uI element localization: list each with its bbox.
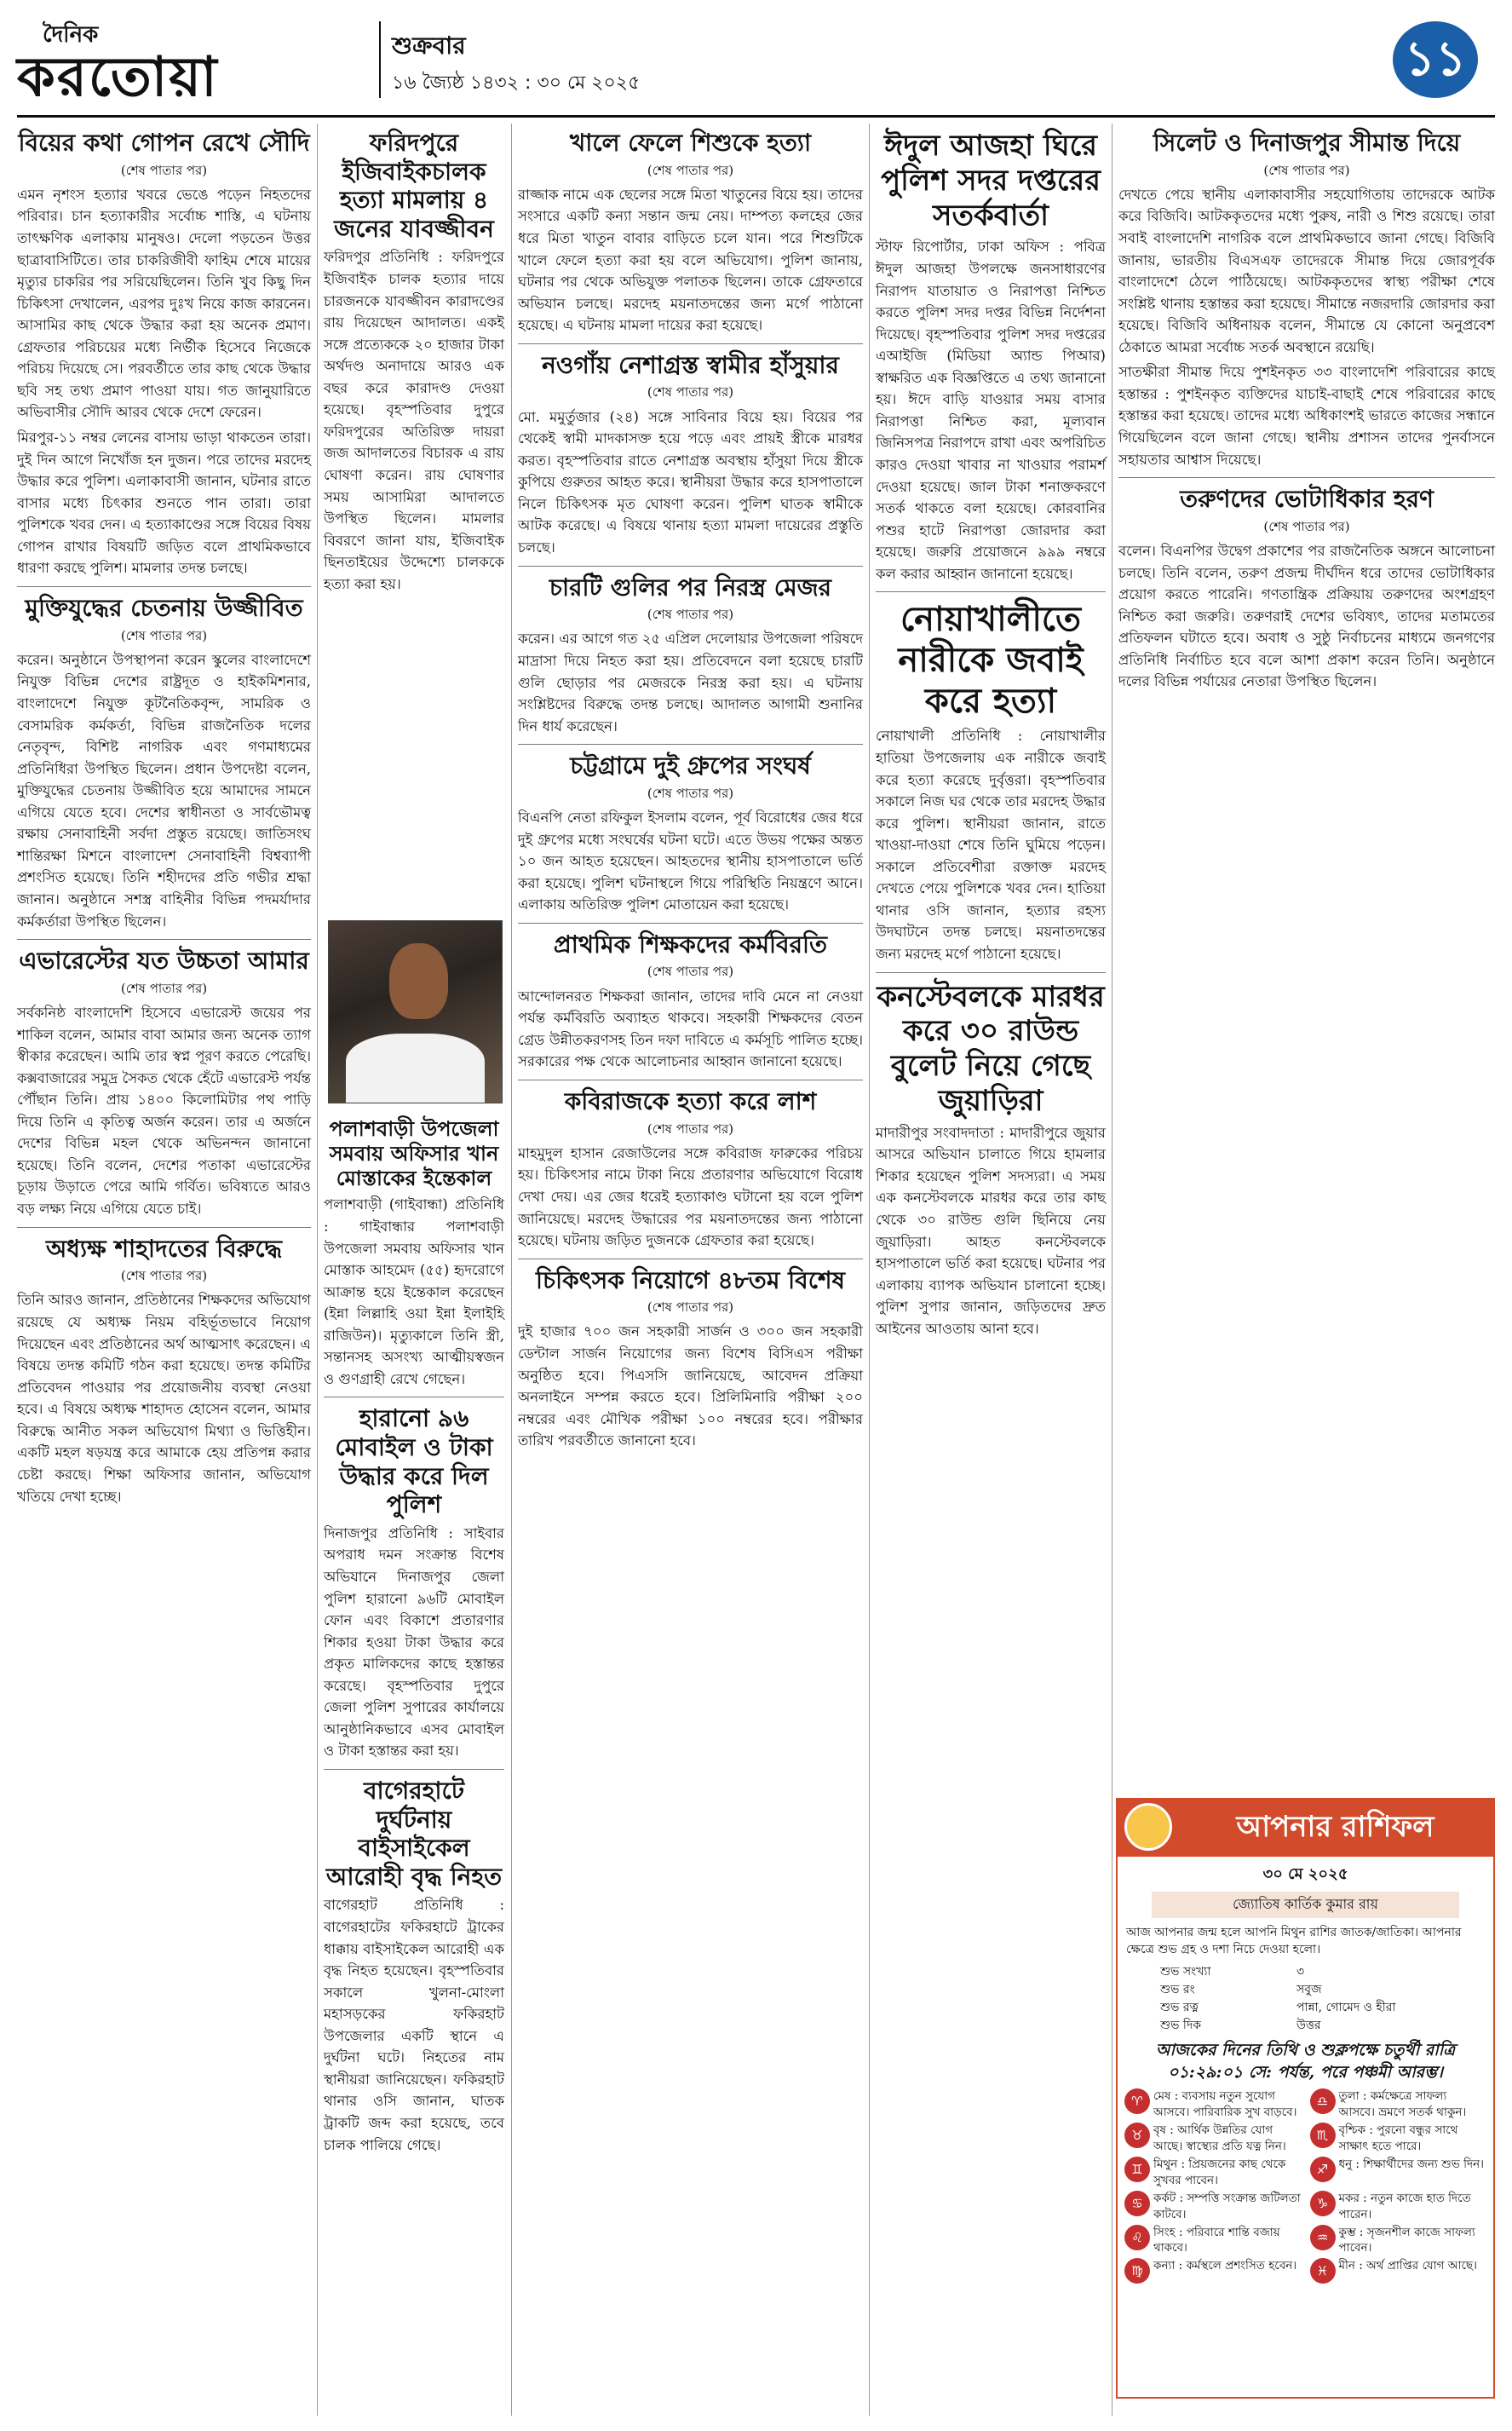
article-continuation: (শেষ পাতার পর) bbox=[120, 162, 208, 178]
horoscope-date: ৩০ মে ২০২৫ bbox=[1262, 1865, 1348, 1883]
obituary-photo bbox=[328, 920, 503, 1103]
horoscope-table-row bbox=[1160, 1981, 1485, 1999]
zodiac-icon: ♊ bbox=[1124, 2157, 1150, 2182]
masthead-divider bbox=[379, 21, 381, 98]
page-number-badge: ১১ bbox=[1393, 21, 1478, 98]
article-continuation: (শেষ পাতার পর) bbox=[647, 1299, 734, 1316]
photo-shirt bbox=[346, 1034, 484, 1103]
article-headline: কবিরাজকে হত্যা করে লাশ bbox=[564, 1086, 817, 1115]
zodiac-icon: ♒ bbox=[1310, 2225, 1336, 2250]
article-body: দুই হাজার ৭০০ জন সহকারী সার্জন ও ৩০০ জন সহকারী ডেন্টাল সার্জন নিয়োগের জন্য বিশেষ বিসিএস পরীক্ষা অনুষ্ঠিত হবে। পিএসসি জানিয়েছে, আবেদন প্রক্রিয়া অনলাইনে সম্পন্ন করতে হবে। প্রিলিমিনারি পরীক্ষা ২০০ নম্বরের এবং মৌখিক পরীক্ষা ১০০ নম্বরের হবে। পরীক্ষার তারিখ পরবর্তীতে জানানো হবে। bbox=[518, 1323, 863, 1449]
article-body: স্টাফ রিপোর্টার, ঢাকা অফিস : পবিত্র ঈদুল আজহা উপলক্ষে জনসাধারণের নিরাপদ যাতায়াত ও নিরাপত্তা নিশ্চিত করতে পুলিশ সদর দপ্তর বিভিন্ন নির্দেশনা দিয়েছে। বৃহস্পতিবার পুলিশ সদর দপ্তরের এআইজি (মিডিয়া অ্যান্ড পিআর) স্বাক্ষরিত এক বিজ্ঞপ্তিতে এ তথ্য জানানো হয়। ঈদে বাড়ি যাওয়ার সময় বাসার নিরাপত্তা নিশ্চিত করা, মূল্যবান জিনিসপত্র নিরাপদে রাখা এবং অপরিচিত কারও দেওয়া খাবার না খাওয়ার পরামর্শ দেওয়া হয়েছে। জাল টাকা শনাক্তকরণে সতর্ক থাকতে বলা হয়েছে। কোরবানির পশুর হাটে নিরাপত্তা জোরদার করা হয়েছে। জরুরি প্রয়োজনে ৯৯৯ নম্বরে কল করার আহ্বান জানানো হয়েছে। bbox=[876, 239, 1106, 582]
article-headline: চট্টগ্রামে দুই গ্রুপের সংঘর্ষ bbox=[570, 752, 811, 781]
article-body: মিরপুর-১১ নম্বর লেনের বাসায় ভাড়া থাকতেন তারা। দুই দিন আগে নিখোঁজ হন দুজন। পরে তাদের মরদেহ উদ্ধার করে পুলিশ। এলাকাবাসী জানান, ঘটনার রাতে বাসার মধ্যে চিৎকার শুনতে পান তারা। তারা পুলিশকে খবর দেন। এ হত্যাকাণ্ডের সঙ্গে বিয়ের বিষয় গোপন রাখার বিষয়টি জড়িত বলে প্রাথমিকভাবে ধারণা করছে পুলিশ। মামলার তদন্ত চলছে। bbox=[17, 429, 311, 577]
zodiac-item bbox=[1124, 2088, 1302, 2121]
article-separator bbox=[17, 586, 311, 587]
column-5 bbox=[1118, 124, 1495, 696]
zodiac-text: বৃষ : আর্থিক উন্নতির যোগ আছে। স্বাস্থ্যের প্রতি যত্ন নিন। bbox=[1153, 2123, 1286, 2154]
article-headline: ঈদুল আজহা ঘিরে পুলিশ সদর দপ্তরের সতর্কবার্তা bbox=[881, 129, 1101, 233]
article-continuation: (শেষ পাতার পর) bbox=[647, 162, 734, 178]
column-2-lower bbox=[324, 1112, 504, 2159]
table-key: শুভ সংখ্যা bbox=[1160, 1965, 1211, 1979]
zodiac-item bbox=[1124, 2157, 1302, 2189]
article-body: করেন। এর আগে গত ২৫ এপ্রিল দেলোয়ার উপজেলা পরিষদে মাদ্রাসা দিয়ে নিহত করা হয়। প্রতিবেদনে বলা হয়েছে চারটি গুলি ছোড়ার পর মেজরকে নিরস্ত্র করা হয়। এ ঘটনায় সংশ্লিষ্টদের বিরুদ্ধে তদন্ত চলছে। আদালত আগামী শুনানির দিন ধার্য করেছেন। bbox=[518, 631, 863, 734]
zodiac-item bbox=[1310, 2258, 1487, 2284]
article-separator bbox=[17, 939, 311, 940]
article-body: পলাশবাড়ী (গাইবান্ধা) প্রতিনিধি : গাইবান্ধার পলাশবাড়ী উপজেলা সমবায় অফিসার খান মোস্তাক আহমেদ (৫৫) হৃদরোগে আক্রান্ত হয়ে ইন্তেকাল করেছেন (ইন্না লিল্লাহি ওয়া ইন্না ইলাইহি রাজিউন)। মৃত্যুকালে তিনি স্ত্রী, সন্তানসহ অসংখ্য আত্মীয়স্বজন ও গুণগ্রাহী রেখে গেছেন। bbox=[324, 1196, 504, 1387]
zodiac-grid bbox=[1118, 2083, 1493, 2289]
article-body: সর্বকনিষ্ঠ বাংলাদেশি হিসেবে এভারেস্ট জয়ের পর শাকিল বলেন, আমার বাবা আমার জন্য অনেক ত্যাগ স্বীকার করেছেন। আমি তার স্বপ্ন পূরণ করতে পেরেছি। কক্সবাজারের সমুদ্র সৈকত থেকে হেঁটে এভারেস্ট পর্যন্ত পৌঁছান তিনি। প্রায় ১৪০০ কিলোমিটার পথ পাড়ি দিয়ে তিনি এ কৃতিত্ব অর্জন করেন। তার এ অর্জনে দেশের বিভিন্ন মহল থেকে অভিনন্দন জানানো হয়েছে। তিনি বলেন, দেশের পতাকা এভারেস্টের চূড়ায় উড়াতে পেরে আমি গর্বিত। ভবিষ্যতে আরও বড় লক্ষ্য নিয়ে এগিয়ে যেতে চাই। bbox=[17, 1004, 311, 1218]
zodiac-icon: ♈ bbox=[1124, 2088, 1150, 2114]
zodiac-icon: ♍ bbox=[1124, 2258, 1150, 2284]
horoscope-table-row bbox=[1160, 1999, 1485, 2017]
article-headline: নওগাঁয় নেশাগ্রস্ত স্বামীর হাঁসুয়ার bbox=[542, 350, 839, 379]
photo-face bbox=[389, 943, 448, 1019]
article-body: করেন। অনুষ্ঠানে উপস্থাপনা করেন স্কুলের বাংলাদেশে নিযুক্ত বিভিন্ন দেশের রাষ্ট্রদূত ও হাইকমিশনার, বাংলাদেশে নিযুক্ত কূটনৈতিকবৃন্দ, সামরিক ও বেসামরিক কর্মকর্তা, বিভিন্ন রাজনৈতিক দলের নেতৃবৃন্দ, বিশিষ্ট নাগরিক এবং গণমাধ্যমের প্রতিনিধিরা উপস্থিত ছিলেন। প্রধান উপদেষ্টা বলেন, মুক্তিযুদ্ধের চেতনায় উজ্জীবিত হয়ে আমাদের সামনে এগিয়ে যেতে হবে। দেশের স্বাধীনতা ও সার্বভৌমত্ব রক্ষায় সেনাবাহিনী সর্বদা প্রস্তুত রয়েছে। জাতিসংঘ শান্তিরক্ষা মিশনে বাংলাদেশ সেনাবাহিনী বিশ্বব্যাপী প্রশংসিত হয়েছে। তিনি শহীদদের প্রতি গভীর শ্রদ্ধা জানান। অনুষ্ঠানে সশস্ত্র বাহিনীর বিভিন্ন পদমর্যাদার কর্মকর্তারা উপস্থিত ছিলেন। bbox=[17, 651, 311, 930]
table-key: শুভ দিক bbox=[1160, 2019, 1202, 2033]
article-continuation: (শেষ পাতার পর) bbox=[120, 627, 208, 643]
article-continuation: (শেষ পাতার পর) bbox=[120, 980, 208, 996]
newspaper-logo bbox=[17, 17, 375, 109]
article-headline: ফরিদপুরে ইজিবাইকচালক হত্যা মামলায় ৪ জনের যাবজ্জীবন bbox=[334, 129, 494, 243]
article-body: মাদারীপুর সংবাদদাতা : মাদারীপুরে জুয়ার আসরে অভিযান চালাতে গিয়ে হামলার শিকার হয়েছেন পুলিশ সদস্যরা। এ সময় এক কনস্টেবলকে মারধর করে তার কাছ থেকে ৩০ রাউন্ড গুলি ছিনিয়ে নেয় জুয়াড়িরা। আহত কনস্টেবলকে হাসপাতালে ভর্তি করা হয়েছে। ঘটনার পর এলাকায় ব্যাপক অভিযান চালানো হচ্ছে। পুলিশ সুপার জানান, জড়িতদের দ্রুত আইনের আওতায় আনা হবে। bbox=[876, 1124, 1106, 1337]
zodiac-text: কন্যা : কর্মস্থলে প্রশংসিত হবেন। bbox=[1153, 2259, 1297, 2273]
zodiac-item bbox=[1124, 2123, 1302, 2155]
article-continuation: (শেষ পাতার পর) bbox=[647, 384, 734, 400]
zodiac-icon: ♉ bbox=[1124, 2123, 1150, 2148]
zodiac-item bbox=[1310, 2157, 1487, 2189]
zodiac-icon: ♑ bbox=[1310, 2191, 1336, 2216]
article-headline: হারানো ৯৬ মোবাইল ও টাকা উদ্ধার করে দিল পুলিশ bbox=[335, 1404, 493, 1519]
table-value: সবুজ bbox=[1296, 1983, 1322, 1997]
zodiac-item bbox=[1310, 2123, 1487, 2155]
article-continuation: (শেষ পাতার পর) bbox=[647, 1120, 734, 1137]
zodiac-text: বৃশ্চিক : পুরনো বন্ধুর সাথে সাক্ষাৎ হতে পারে। bbox=[1338, 2123, 1458, 2154]
zodiac-icon: ♎ bbox=[1310, 2088, 1336, 2114]
zodiac-item bbox=[1310, 2191, 1487, 2223]
article-separator bbox=[17, 1227, 311, 1228]
horoscope-table-row bbox=[1160, 2017, 1485, 2035]
article-continuation: (শেষ পাতার পর) bbox=[647, 785, 734, 801]
article-headline: বাগেরহাটে দুর্ঘটনায় বাইসাইকেল আরোহী বৃদ্ধ নিহত bbox=[325, 1777, 503, 1891]
article-body: তিনি আরও জানান, প্রতিষ্ঠানের শিক্ষকদের অভিযোগ রয়েছে যে অধ্যক্ষ নিয়ম বহির্ভূতভাবে নিয়োগ দিয়েছেন এবং প্রতিষ্ঠানের অর্থ আত্মসাৎ করেছেন। এ বিষয়ে তদন্ত কমিটি গঠন করা হয়েছে। তদন্ত কমিটির প্রতিবেদন পাওয়ার পর প্রয়োজনীয় ব্যবস্থা নেওয়া হবে। এ বিষয়ে অধ্যক্ষ শাহাদত হোসেন বলেন, আমার বিরুদ্ধে আনীত সকল অভিযোগ মিথ্যা ও ভিত্তিহীন। একটি মহল ষড়যন্ত্র করে আমাকে হেয় প্রতিপন্ন করার চেষ্টা করছে। শিক্ষা অফিসার জানান, অভিযোগ খতিয়ে দেখা হচ্ছে। bbox=[17, 1292, 311, 1505]
article-headline: পলাশবাড়ী উপজেলা সমবায় অফিসার খান মোস্তাকের ইন্তেকাল bbox=[329, 1117, 499, 1190]
horoscope-table-row bbox=[1160, 1963, 1485, 1981]
article-headline: চারটি গুলির পর নিরস্ত্র মেজর bbox=[549, 573, 832, 602]
article-separator bbox=[518, 744, 863, 745]
article-headline: অধ্যক্ষ শাহাদতের বিরুদ্ধে bbox=[46, 1234, 282, 1263]
article-headline: বিয়ের কথা গোপন রেখে সৌদি bbox=[18, 129, 310, 157]
column-divider bbox=[511, 124, 512, 2416]
zodiac-text: ধনু : শিক্ষার্থীদের জন্য শুভ দিন। bbox=[1338, 2157, 1484, 2172]
zodiac-text: মিথুন : প্রিয়জনের কাছ থেকে সুখবর পাবেন। bbox=[1153, 2157, 1286, 2187]
zodiac-text: সিংহ : পরিবারে শান্তি বজায় থাকবে। bbox=[1153, 2225, 1280, 2255]
article-separator bbox=[1118, 477, 1495, 478]
zodiac-icon: ♐ bbox=[1310, 2157, 1336, 2182]
article-body: ফরিদপুর প্রতিনিধি : ফরিদপুরে ইজিবাইক চালক হত্যার দায়ে চারজনকে যাবজ্জীবন কারাদণ্ডের রায় দিয়েছেন আদালত। একই সঙ্গে প্রত্যেককে ২০ হাজার টাকা অর্থদণ্ড অনাদায়ে আরও এক বছর করে কারাদণ্ড দেওয়া হয়েছে। বৃহস্পতিবার দুপুরে ফরিদপুরের অতিরিক্ত দায়রা জজ আদালতের বিচারক এ রায় ঘোষণা করেন। রায় ঘোষণার সময় আসামিরা আদালতে উপস্থিত ছিলেন। মামলার বিবরণে জানা যায়, ইজিবাইক ছিনতাইয়ের উদ্দেশ্যে চালককে হত্যা করা হয়। bbox=[324, 249, 504, 592]
zodiac-icon: ♌ bbox=[1124, 2225, 1150, 2250]
article-body: মো. মমুর্তুজার (২৪) সঙ্গে সাবিনার বিয়ে হয়। বিয়ের পর থেকেই স্বামী মাদকাসক্ত হয়ে পড়ে এবং প্রায়ই স্ত্রীকে মারধর করত। বৃহস্পতিবার রাতে নেশাগ্রস্ত অবস্থায় হাঁসুয়া দিয়ে স্ত্রীকে কুপিয়ে গুরুতর আহত করে। স্থানীয়রা উদ্ধার করে হাসপাতালে নিলে চিকিৎসক মৃত ঘোষণা করেন। পুলিশ ঘাতক স্বামীকে আটক করেছে। এ বিষয়ে থানায় হত্যা মামলা দায়েরের প্রস্তুতি চলছে। bbox=[518, 408, 863, 556]
horoscope-intro: আজ আপনার জন্ম হলে আপনি মিথুন রাশির জাতক/জাতিকা। আপনার ক্ষেত্রে শুভ গ্রহ ও দশা নিচে দেওয়া হলো। bbox=[1126, 1926, 1462, 1956]
column-divider bbox=[869, 124, 870, 2416]
article-body: মাহমুদুল হাসান রেজাউলের সঙ্গে কবিরাজ ফারুকের পরিচয় হয়। চিকিৎসার নামে টাকা নিয়ে প্রতারণার অভিযোগে বিরোধ দেখা দেয়। এর জের ধরেই হত্যাকাণ্ড ঘটানো হয় বলে পুলিশ জানিয়েছে। মরদেহ উদ্ধারের পর ময়নাতদন্তের জন্য পাঠানো হয়েছে। ঘটনায় জড়িত দুজনকে গ্রেফতার করা হয়েছে। bbox=[518, 1144, 863, 1249]
article-body: দিনাজপুর প্রতিনিধি : সাইবার অপরাধ দমন সংক্রান্ত বিশেষ অভিযানে দিনাজপুর জেলা পুলিশ হারানো ৯৬টি মোবাইল ফোন এবং বিকাশে প্রতারণার শিকার হওয়া টাকা উদ্ধার করে প্রকৃত মালিকদের কাছে হস্তান্তর করেছে। বৃহস্পতিবার দুপুরে জেলা পুলিশ সুপারের কার্যালয়ে আনুষ্ঠানিকভাবে এসব মোবাইল ও টাকা হস্তান্তর করা হয়। bbox=[324, 1524, 504, 1760]
article-continuation: (শেষ পাতার পর) bbox=[1263, 162, 1350, 178]
zodiac-text: মীন : অর্থ প্রাপ্তির যোগ আছে। bbox=[1338, 2259, 1477, 2273]
article-separator bbox=[876, 972, 1106, 973]
article-body: বলেন। বিএনপির উদ্বেগ প্রকাশের পর রাজনৈতিক অঙ্গনে আলোচনা চলছে। তিনি বলেন, তরুণ প্রজন্ম দীর্ঘদিন ধরে তাদের ভোটাধিকার প্রয়োগ করতে পারেনি। গণতান্ত্রিক প্রক্রিয়ায় তরুণদের অংশগ্রহণ নিশ্চিত করা জরুরি। তরুণরাই দেশের ভবিষ্যৎ, তাদের মতামতের প্রতিফলন ঘটাতে হবে। অবাধ ও সুষ্ঠু নির্বাচনের মাধ্যমে জনগণের প্রতিনিধি নির্বাচিত হবে বলে আশা প্রকাশ করেন তিনি। অনুষ্ঠানে দলের বিভিন্ন পর্যায়ের নেতারা উপস্থিত ছিলেন। bbox=[1118, 543, 1495, 690]
masthead-date: ১৬ জ্যৈষ্ঠ ১৪৩২ : ৩০ মে ২০২৫ bbox=[392, 72, 641, 94]
zodiac-text: মকর : নতুন কাজে হাত দিতে পারেন। bbox=[1338, 2191, 1471, 2221]
article-headline: তরুণদের ভোটাধিকার হরণ bbox=[1180, 485, 1434, 514]
zodiac-icon: ♏ bbox=[1310, 2123, 1336, 2148]
table-value: ৩ bbox=[1296, 1965, 1305, 1979]
article-headline: মুক্তিযুদ্ধের চেতনায় উজ্জীবিত bbox=[25, 593, 303, 622]
zodiac-item bbox=[1310, 2225, 1487, 2257]
article-separator bbox=[876, 591, 1106, 592]
zodiac-item bbox=[1310, 2088, 1487, 2121]
article-body: বিএনপি নেতা রফিকুল ইসলাম বলেন, পূর্ব বিরোধের জের ধরে দুই গ্রুপের মধ্যে সংঘর্ষের ঘটনা ঘটে। এতে উভয় পক্ষের অন্তত ১০ জন আহত হয়েছেন। আহতদের স্থানীয় হাসপাতালে ভর্তি করা হয়েছে। পুলিশ ঘটনাস্থলে গিয়ে পরিস্থিতি নিয়ন্ত্রণে আনে। এলাকায় অতিরিক্ত পুলিশ মোতায়েন করা হয়েছে। bbox=[518, 809, 863, 913]
zodiac-item bbox=[1124, 2225, 1302, 2257]
tithi-heading: আজকের দিনের তিথি ও শুক্লপক্ষে চতুর্থী রাত্রি ০১:২৯:০১ সে: পর্যন্ত, পরে পঞ্চমী আরম্ভ। bbox=[1155, 2041, 1456, 2082]
article-body: রাজ্জাক নামে এক ছেলের সঙ্গে মিতা খাতুনের বিয়ে হয়। তাদের সংসারে একটি কন্যা সন্তান জন্ম নেয়। দাম্পত্য কলহের জের ধরে মিতা খাতুন বাবার বাড়িতে চলে যান। পরে শিশুটিকে খালে ফেলে হত্যা করা হয় বলে অভিযোগ। পুলিশ জানায়, ঘটনার পর থেকে অভিযুক্ত পলাতক ছিলেন। তাকে গ্রেফতারে অভিযান চলছে। মরদেহ ময়নাতদন্তের জন্য মর্গে পাঠানো হয়েছে। এ ঘটনায় মামলা দায়ের করা হয়েছে। bbox=[518, 186, 863, 334]
column-divider bbox=[317, 124, 318, 2416]
article-headline: খালে ফেলে শিশুকে হত্যা bbox=[569, 129, 812, 157]
article-headline: কনস্টেবলকে মারধর করে ৩০ রাউন্ড বুলেট নিয়ে গেছে জুয়াড়িরা bbox=[877, 979, 1105, 1118]
zodiac-text: কুম্ভ : সৃজনশীল কাজে সাফল্য পাবেন। bbox=[1338, 2225, 1475, 2255]
table-value: পান্না, গোমেদ ও হীরা bbox=[1296, 2001, 1396, 2015]
article-body: সাতক্ষীরা সীমান্ত দিয়ে পুশইনকৃত ৩৩ বাংলাদেশি পরিবারের কাছে হস্তান্তর : পুশইনকৃত ব্যক্তিদের যাচাই-বাছাই শেষে পরিবারের কাছে হস্তান্তর করা হয়েছে। তাদের মধ্যে অধিকাংশই ভারতে কাজের সন্ধানে গিয়েছিলেন বলে জানা গেছে। স্থানীয় প্রশাসন তাদের পুনর্বাসনে সহায়তার আশ্বাস দিয়েছে। bbox=[1118, 364, 1495, 468]
masthead-day: শুক্রবার bbox=[392, 32, 466, 60]
logo-small-text: দৈনিক bbox=[43, 22, 99, 48]
article-headline: নোয়াখালীতে নারীকে জবাই করে হত্যা bbox=[898, 600, 1084, 722]
article-body: দেখতে পেয়ে স্থানীয় এলাকাবাসীর সহযোগিতায় তাদেরকে আটক করে বিজিবি। আটককৃতদের মধ্যে পুরুষ, নারী ও শিশু রয়েছে। তারা সবাই বাংলাদেশি নাগরিক বলে প্রাথমিকভাবে জানা গেছে। বিজিবি জানায়, ভারতীয় বিএসএফ তাদেরকে সীমান্ত দিয়ে জোরপূর্বক বাংলাদেশে ঠেলে পাঠিয়েছে। আটককৃতদের স্বাস্থ্য পরীক্ষা শেষে সংশ্লিষ্ট থানায় হস্তান্তর করা হয়েছে। সীমান্তে নজরদারি জোরদার করা হয়েছে। বিজিবি অধিনায়ক বলেন, সীমান্তে যে কোনো অনুপ্রবেশ ঠেকাতে আমরা সর্বোচ্চ সতর্ক অবস্থানে রয়েছি। bbox=[1118, 186, 1495, 355]
article-separator bbox=[518, 343, 863, 344]
article-headline: চিকিৎসক নিয়োগে ৪৮তম বিশেষ bbox=[536, 1265, 845, 1294]
article-body: বাগেরহাট প্রতিনিধি : বাগেরহাটের ফকিরহাটে ট্রাকের ধাক্কায় বাইসাইকেল আরোহী এক বৃদ্ধ নিহত হয়েছেন। বৃহস্পতিবার সকালে খুলনা-মোংলা মহাসড়কের ফকিরহাট উপজেলার একটি স্থানে এ দুর্ঘটনা ঘটে। নিহতের নাম স্থানীয়রা জানিয়েছেন। ফকিরহাট থানার ওসি জানান, ঘাতক ট্রাকটি জব্দ করা হয়েছে, তবে চালক পালিয়ে গেছে। bbox=[324, 1897, 504, 2153]
zodiac-item bbox=[1124, 2258, 1302, 2284]
column-3 bbox=[518, 124, 863, 1455]
table-key: শুভ রত্ন bbox=[1160, 2001, 1199, 2015]
column-1 bbox=[17, 124, 311, 1511]
article-body: আন্দোলনরত শিক্ষকরা জানান, তাদের দাবি মেনে না নেওয়া পর্যন্ত কর্মবিরতি অব্যাহত থাকবে। সহকারী শিক্ষকদের বেতন গ্রেড উন্নীতকরণসহ তিন দফা দাবিতে এ কর্মসূচি পালিত হচ্ছে। সরকারের পক্ষ থেকে আলোচনার আহ্বান জানানো হয়েছে। bbox=[518, 988, 863, 1070]
article-body: নোয়াখালী প্রতিনিধি : নোয়াখালীর হাতিয়া উপজেলায় এক নারীকে জবাই করে হত্যা করেছে দুর্বৃত্তরা। বৃহস্পতিবার সকালে নিজ ঘর থেকে তার মরদেহ উদ্ধার করে পুলিশ। স্থানীয়রা জানান, রাতে খাওয়া-দাওয়া শেষে তিনি ঘুমিয়ে পড়েন। সকালে প্রতিবেশীরা রক্তাক্ত মরদেহ দেখতে পেয়ে পুলিশকে খবর দেন। হাতিয়া থানার ওসি জানান, হত্যার রহস্য উদঘাটনে তদন্ত চলছে। ময়নাতদন্তের জন্য মরদেহ মর্গে পাঠানো হয়েছে। bbox=[876, 728, 1106, 963]
table-key: শুভ রং bbox=[1160, 1983, 1195, 1997]
article-separator bbox=[324, 1769, 504, 1770]
article-separator bbox=[518, 566, 863, 567]
column-2 bbox=[324, 124, 504, 598]
zodiac-icon: ♋ bbox=[1124, 2191, 1150, 2216]
horoscope-table bbox=[1118, 1962, 1493, 2036]
horoscope-box bbox=[1116, 1798, 1495, 2399]
article-headline: প্রাথমিক শিক্ষকদের কর্মবিরতি bbox=[553, 930, 828, 959]
zodiac-text: কর্কট : সম্পত্তি সংক্রান্ত জটিলতা কাটবে। bbox=[1153, 2191, 1301, 2221]
table-value: উত্তর bbox=[1296, 2019, 1321, 2033]
article-continuation: (শেষ পাতার পর) bbox=[1263, 518, 1350, 534]
article-headline: সিলেট ও দিনাজপুর সীমান্ত দিয়ে bbox=[1153, 129, 1461, 157]
masthead bbox=[17, 9, 1495, 111]
column-4 bbox=[876, 124, 1106, 1343]
zodiac-text: তুলা : কর্মক্ষেত্রে সাফল্য আসবে। ভ্রমণে সতর্ক থাকুন। bbox=[1338, 2089, 1467, 2120]
masthead-rule bbox=[17, 115, 1495, 118]
article-continuation: (শেষ পাতার পর) bbox=[120, 1268, 208, 1284]
article-continuation: (শেষ পাতার পর) bbox=[647, 964, 734, 980]
article-separator bbox=[518, 923, 863, 924]
sun-icon bbox=[1124, 1803, 1172, 1851]
zodiac-item bbox=[1124, 2191, 1302, 2223]
logo-main-text: করতোয়া bbox=[17, 46, 219, 109]
zodiac-text: মেষ : ব্যবসায় নতুন সুযোগ আসবে। পারিবারিক সুখ বাড়বে। bbox=[1153, 2089, 1297, 2120]
horoscope-author: জ্যোতিষ কার্তিক কুমার রায় bbox=[1152, 1892, 1459, 1918]
article-body: এমন নৃশংস হত্যার খবরে ভেঙে পড়েন নিহতদের পরিবার। চান হত্যাকারীর সর্বোচ্চ শাস্তি, এ ঘটনায় তাৎক্ষণিক এলাকায় মানুষও। দেলো পড়তেন উত্তর ছাত্রাবাসিটিতে। তার চাকরিজীবী ফাহিম শেষে মায়ের মৃত্যুর চাকরির পর সরিয়েছিলেন। তিনি খুব কিছু দিন চিকিৎসা দেখালেন, এরপর দুঃখ নিয়ে কাজ কারনেন। আসামির কাছ থেকে উদ্ধার করা হয় অনেক প্রমাণ। গ্রেফতার পরিচয়ের মধ্যে নির্ভীক হিসেবে নিজেকে পরিচয় দিয়েছে সে। পরবর্তীতে তার কাছ থেকে উদ্ধার ছবি সহ তথ্য প্রমাণ পাওয়া যায়। গত জানুয়ারিতে অভিবাসীর সৌদি আরব থেকে দেশে ফেরেন। bbox=[17, 186, 311, 421]
zodiac-icon: ♓ bbox=[1310, 2258, 1336, 2284]
article-headline: এভারেস্টের যত উচ্চতা আমার bbox=[19, 947, 309, 976]
horoscope-title: আপনার রাশিফল bbox=[1118, 1800, 1493, 1857]
article-continuation: (শেষ পাতার পর) bbox=[647, 607, 734, 623]
